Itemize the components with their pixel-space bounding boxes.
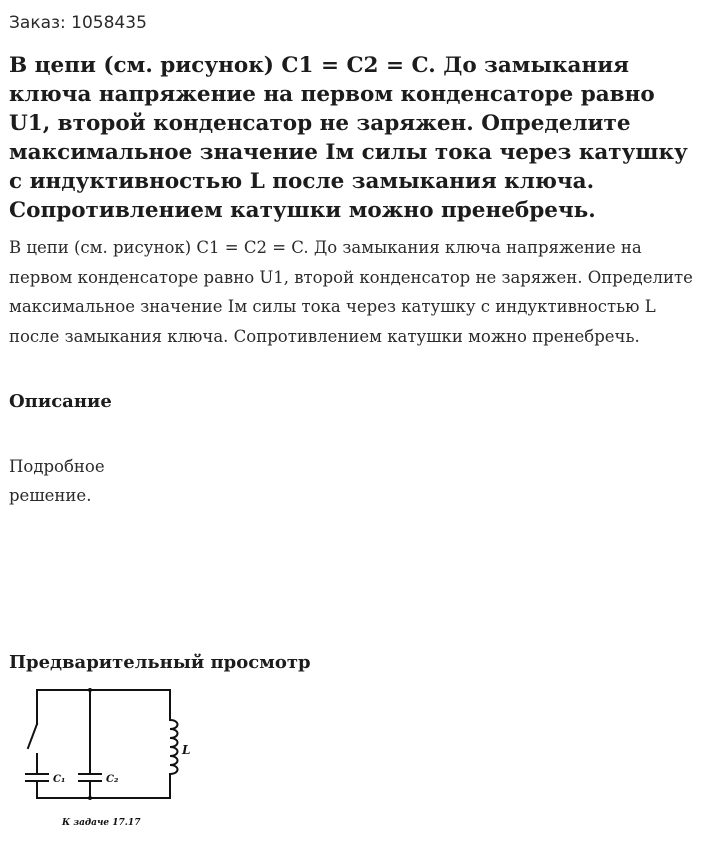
junction-top — [88, 688, 92, 692]
c2-label: C₂ — [106, 774, 119, 785]
switch-icon — [28, 724, 37, 748]
description-text: Подробное решение. — [9, 457, 105, 505]
page-title: В цепи (см. рисунок) C1 = C2 = C. До замыкания ключа напряжение на первом конденсаторе равно U1, второй конденсатор не заряжен. Определите максимальное значение Iм силы тока через катушку с индуктивностью L после замыкания ключа. Сопротивлением катушки можно пренебречь. — [9, 53, 688, 223]
preview-image — [20, 684, 210, 834]
junction-bottom — [88, 796, 92, 800]
circuit-diagram — [20, 684, 210, 834]
figure-caption: К задаче 17.17 — [62, 818, 141, 828]
problem-text: В цепи (см. рисунок) C1 = C2 = C. До замыкания ключа напряжение на первом конденсаторе равно U1, второй конденсатор не заряжен. Определите максимальное значение Iм силы тока через катушку с индуктивностью L после замыкания ключа. Сопротивлением катушки можно пренебречь. — [9, 238, 693, 346]
inductor-icon — [170, 720, 178, 774]
c1-label: C₁ — [53, 774, 66, 785]
description-heading: Описание — [9, 391, 112, 412]
inductor-label: L — [182, 743, 191, 757]
preview-heading: Предварительный просмотр — [9, 652, 311, 673]
order-number: Заказ: 1058435 — [9, 13, 147, 33]
